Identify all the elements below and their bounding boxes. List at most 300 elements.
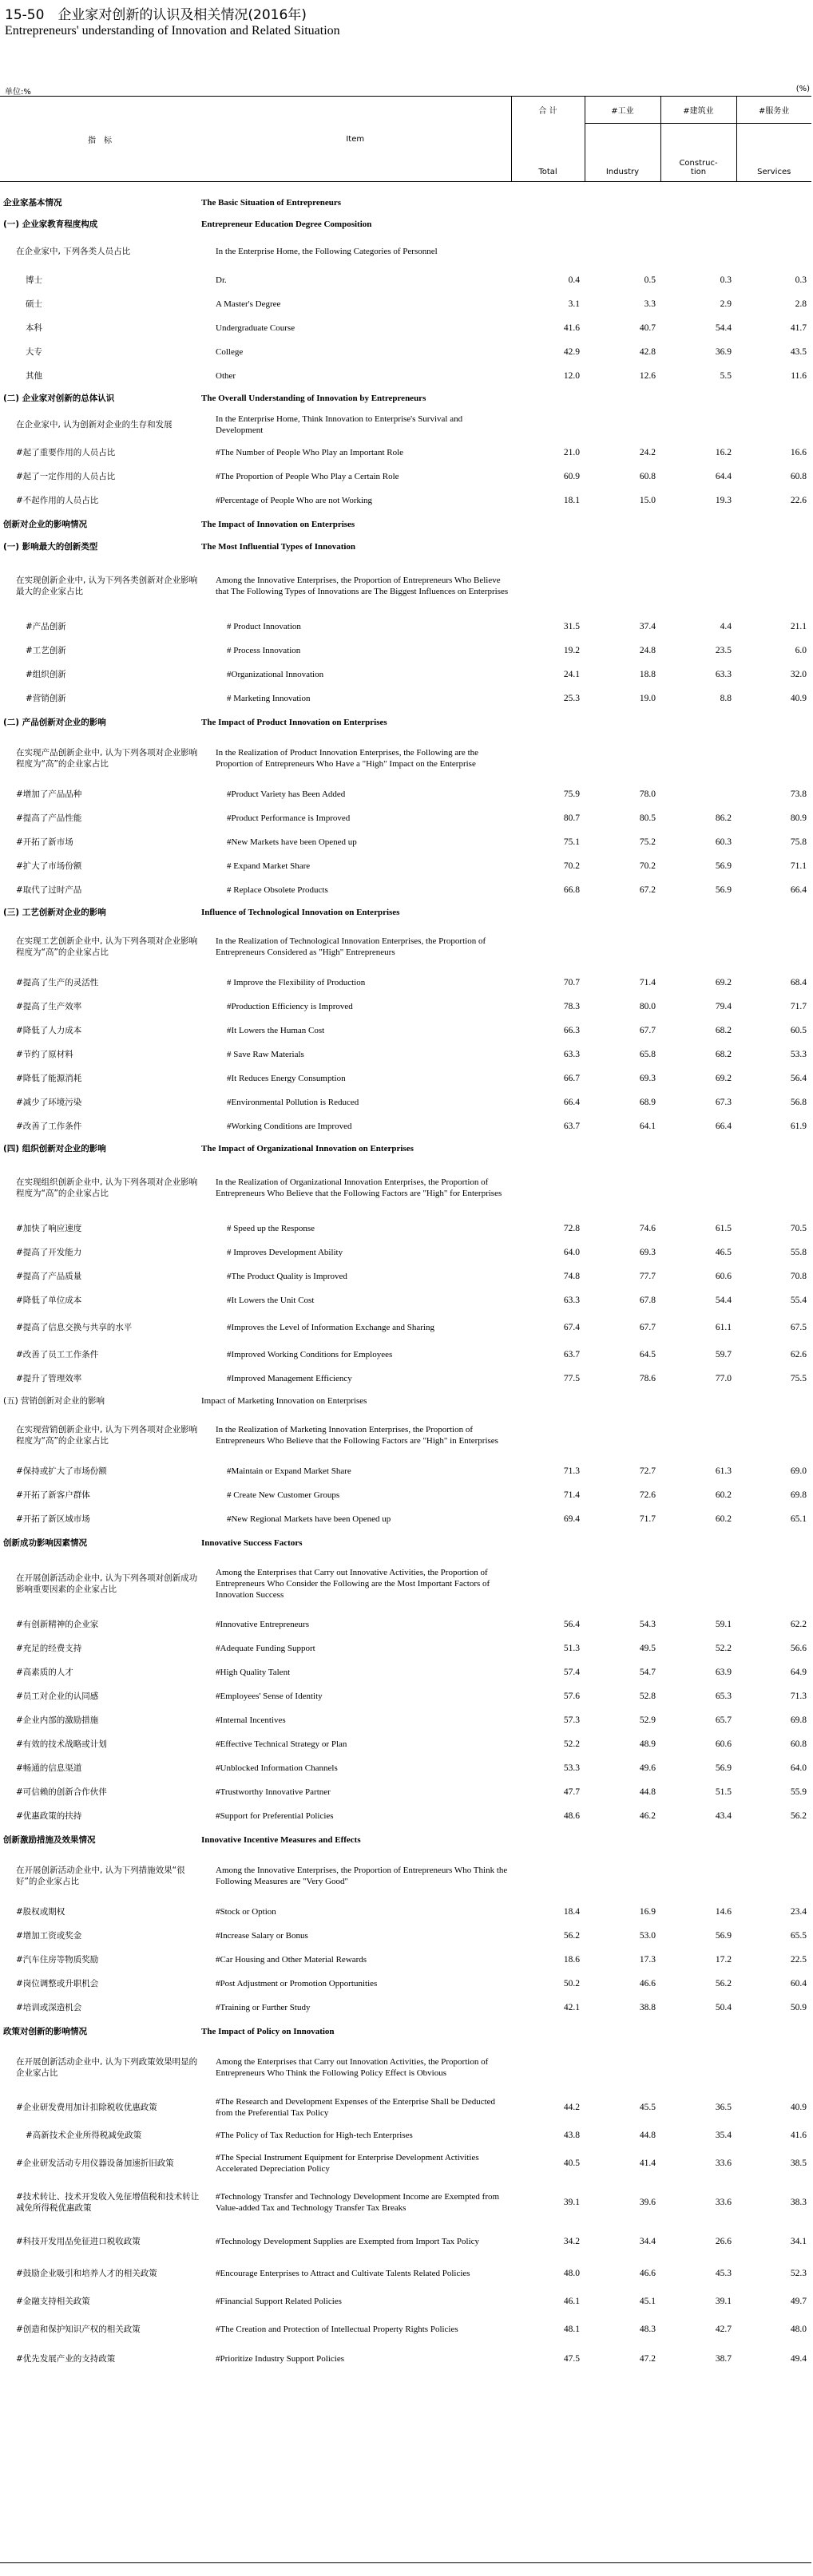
- value-construction: [660, 923, 736, 971]
- indicator-en: Undergraduate Course: [216, 323, 295, 333]
- value-services: [736, 1138, 811, 1159]
- indicator-en: The Overall Understanding of Innovation by Entrepreneurs: [201, 394, 426, 403]
- value-services: 56.6: [790, 1644, 807, 1653]
- value-total: 75.9: [563, 789, 580, 799]
- value-industry: 67.8: [639, 1296, 656, 1305]
- indicator-cn: #提升了管理效率: [16, 1374, 82, 1383]
- indicator-en: In the Enterprise Home, the Following Categories of Personnel: [216, 247, 438, 256]
- value-construction: [660, 1852, 736, 1900]
- table-row: [0, 557, 811, 615]
- value-industry: [585, 1555, 660, 1612]
- value-services: [736, 1159, 811, 1217]
- indicator-cn: #技术转让、技术开发收入免征增值税和技术转让减免所得税优惠政策: [16, 2192, 200, 2213]
- indicator-en: #Product Performance is Improved: [227, 813, 351, 823]
- value-total: [511, 2044, 585, 2091]
- table-row: [0, 2091, 811, 2123]
- indicator-cn: #畅通的信息渠道: [16, 1763, 82, 1773]
- value-construction: 63.9: [715, 1668, 732, 1677]
- indicator-cn: #保持或扩大了市场份额: [16, 1466, 107, 1476]
- value-industry: 77.7: [639, 1272, 656, 1281]
- value-services: 50.9: [790, 2003, 807, 2012]
- value-construction: 54.4: [715, 323, 732, 333]
- table-row: [0, 235, 811, 268]
- page-title-chinese: 15-50 企业家对创新的认识及相关情况(2016年): [5, 7, 307, 23]
- table-row: [0, 1312, 811, 1343]
- value-industry: 18.8: [639, 670, 656, 679]
- value-construction: [660, 192, 736, 214]
- indicator-cn: 博士: [26, 275, 42, 285]
- value-construction: 35.4: [715, 2131, 732, 2140]
- value-construction: [660, 1411, 736, 1459]
- value-construction: 59.7: [715, 1350, 732, 1359]
- value-total: 48.1: [563, 2325, 580, 2334]
- value-services: 49.7: [790, 2297, 807, 2306]
- value-total: 64.0: [563, 1248, 580, 1257]
- value-construction: 86.2: [715, 813, 732, 823]
- value-construction: 56.9: [715, 1763, 732, 1773]
- value-services: [736, 192, 811, 214]
- indicator-cn: #取代了过时产品: [16, 885, 82, 895]
- table-section-row: [0, 902, 811, 923]
- value-services: 69.8: [790, 1715, 807, 1725]
- indicator-en: #Organizational Innovation: [227, 670, 324, 679]
- table-row: [0, 1612, 811, 1636]
- indicator-cn: 创新对企业的影响情况: [3, 520, 87, 529]
- indicator-cn: #加快了响应速度: [16, 1224, 82, 1233]
- indicator-en: #High Quality Talent: [216, 1668, 291, 1677]
- value-industry: [585, 902, 660, 923]
- value-industry: 15.0: [639, 496, 656, 505]
- indicator-en: # Save Raw Materials: [227, 1050, 304, 1059]
- unit-percent-label: (%): [795, 85, 810, 93]
- table-row: [0, 1066, 811, 1090]
- table-row: [0, 2289, 811, 2313]
- value-total: 18.1: [563, 496, 580, 505]
- value-total: [511, 235, 585, 268]
- table-row: [0, 1459, 811, 1483]
- value-construction: 56.2: [715, 1979, 732, 1988]
- value-construction: 8.8: [720, 694, 732, 703]
- indicator-en: The Basic Situation of Entrepreneurs: [201, 198, 341, 208]
- header-item: Item: [346, 134, 365, 144]
- value-services: 61.9: [790, 1122, 807, 1131]
- value-total: 48.6: [563, 1811, 580, 1821]
- indicator-en: #Production Efficiency is Improved: [227, 1002, 353, 1011]
- table-row: [0, 687, 811, 710]
- indicator-cn: 在开展创新活动企业中, 认为下列政策效果明显的企业家占比: [16, 2057, 198, 2078]
- table-row: [0, 1555, 811, 1612]
- value-industry: 39.6: [639, 2198, 656, 2207]
- value-construction: 54.4: [715, 1296, 732, 1305]
- value-construction: 60.6: [715, 1739, 732, 1749]
- value-total: 40.5: [563, 2159, 580, 2168]
- value-industry: 41.4: [639, 2159, 656, 2168]
- indicator-cn: #改善了员工工作条件: [16, 1350, 99, 1359]
- value-construction: [660, 557, 736, 615]
- table-row: [0, 971, 811, 995]
- value-industry: [585, 710, 660, 734]
- value-construction: 64.4: [715, 472, 732, 481]
- value-services: 60.8: [790, 472, 807, 481]
- value-services: 65.1: [790, 1514, 807, 1524]
- value-services: 60.8: [790, 1739, 807, 1749]
- indicator-cn: 在实现营销创新企业中, 认为下列各项对企业影响程度为“高”的企业家占比: [16, 1425, 198, 1446]
- value-total: 47.7: [563, 1787, 580, 1797]
- value-construction: 4.4: [720, 622, 732, 631]
- table-row: [0, 1948, 811, 1972]
- indicator-en: The Impact of Policy on Innovation: [201, 2027, 335, 2036]
- value-total: 50.2: [563, 1979, 580, 1988]
- header-industry-en: Industry: [585, 124, 660, 182]
- value-services: 75.5: [790, 1374, 807, 1383]
- indicator-cn: #开拓了新客户群体: [16, 1490, 90, 1500]
- indicator-en: #Technology Transfer and Technology Development Income are Exempted from Value-added Tax and Technology Transfer Tax Breaks: [216, 2192, 500, 2213]
- value-services: 22.6: [790, 496, 807, 505]
- indicator-cn: #不起作用的人员占比: [16, 496, 99, 505]
- indicator-cn: 在开展创新活动企业中, 认为下列各项对创新成功影响重要因素的企业家占比: [16, 1573, 198, 1594]
- value-construction: 45.3: [715, 2269, 732, 2278]
- value-services: 2.8: [795, 299, 807, 309]
- table-row: [0, 1972, 811, 1996]
- value-construction: [660, 409, 736, 441]
- value-construction: 56.9: [715, 1931, 732, 1941]
- indicator-en: In the Realization of Marketing Innovation Enterprises, the Proportion of Entrepreneurs Who Believe that the Following Factors are "High" in Enterprises: [216, 1425, 498, 1446]
- indicator-cn: #科技开发用品免征进口税收政策: [16, 2237, 141, 2246]
- value-construction: 60.3: [715, 837, 732, 847]
- table-row: [0, 364, 811, 388]
- value-total: 69.4: [563, 1514, 580, 1524]
- indicator-cn: #组织创新: [26, 670, 66, 679]
- table-row: [0, 2257, 811, 2289]
- value-total: 47.5: [563, 2354, 580, 2364]
- value-construction: [660, 1828, 736, 1852]
- value-services: [736, 235, 811, 268]
- value-total: 63.7: [563, 1122, 580, 1131]
- indicator-en: Among the Enterprises that Carry out Innovation Activities, the Proportion of Entrepreneurs Who Think the Following Policy Effect is Obvious: [216, 2057, 489, 2078]
- value-industry: 52.9: [639, 1715, 656, 1725]
- indicator-en: #Innovative Entrepreneurs: [216, 1620, 309, 1629]
- table-section-row: [0, 1828, 811, 1852]
- value-services: 48.0: [790, 2325, 807, 2334]
- value-industry: 46.2: [639, 1811, 656, 1821]
- value-services: 43.5: [790, 347, 807, 357]
- value-construction: 77.0: [715, 1374, 732, 1383]
- indicator-en: # Marketing Innovation: [227, 694, 311, 703]
- value-total: [511, 902, 585, 923]
- value-industry: [585, 734, 660, 782]
- value-industry: 67.2: [639, 885, 656, 895]
- indicator-cn: 在实现组织创新企业中, 认为下列各项对企业影响程度为“高”的企业家占比: [16, 1177, 198, 1198]
- indicator-cn: #节约了原材料: [16, 1050, 73, 1059]
- value-services: 68.4: [790, 978, 807, 987]
- indicator-cn: #降低了能源消耗: [16, 1074, 82, 1083]
- value-services: 62.6: [790, 1350, 807, 1359]
- value-construction: 65.7: [715, 1715, 732, 1725]
- indicator-en: #The Special Instrument Equipment for Enterprise Development Activities Accelerated Depreciation Policy: [216, 2153, 479, 2174]
- value-industry: 69.3: [639, 1248, 656, 1257]
- table-row: [0, 1264, 811, 1288]
- value-construction: [660, 536, 736, 557]
- table-row: [0, 1159, 811, 1217]
- table-row: [0, 1708, 811, 1732]
- indicator-en: #Maintain or Expand Market Share: [227, 1466, 351, 1476]
- indicator-cn: #培训或深造机会: [16, 2003, 82, 2012]
- value-industry: 54.3: [639, 1620, 656, 1629]
- indicator-en: #Trustworthy Innovative Partner: [216, 1787, 331, 1797]
- value-services: 71.3: [790, 1692, 807, 1701]
- indicator-cn: #岗位调整或升职机会: [16, 1979, 99, 1988]
- indicator-en: Other: [216, 371, 236, 381]
- value-total: [511, 1828, 585, 1852]
- indicator-cn: 创新成功影响因素情况: [3, 1538, 87, 1548]
- header-construction-en: Construc- tion: [660, 124, 736, 182]
- value-services: 11.6: [791, 371, 807, 381]
- value-construction: 39.1: [715, 2297, 732, 2306]
- value-services: 6.0: [795, 646, 807, 655]
- indicator-cn: #优先发展产业的支持政策: [16, 2354, 116, 2364]
- value-total: [511, 1138, 585, 1159]
- value-industry: 42.8: [639, 347, 656, 357]
- value-services: 56.8: [790, 1098, 807, 1107]
- value-total: [511, 536, 585, 557]
- value-services: 56.2: [790, 1811, 807, 1821]
- value-construction: 65.3: [715, 1692, 732, 1701]
- indicator-cn: 企业家基本情况: [3, 198, 62, 208]
- value-total: [511, 1852, 585, 1900]
- indicator-en: #Internal Incentives: [216, 1715, 286, 1725]
- indicator-en: #Post Adjustment or Promotion Opportunities: [216, 1979, 378, 1988]
- table-row: [0, 878, 811, 902]
- indicator-cn: #鼓励企业吸引和培养人才的相关政策: [16, 2269, 157, 2278]
- value-construction: 59.1: [715, 1620, 732, 1629]
- indicator-cn: 在实现工艺创新企业中, 认为下列各项对企业影响程度为“高”的企业家占比: [16, 936, 198, 957]
- value-construction: [660, 1391, 736, 1411]
- value-industry: 44.8: [639, 1787, 656, 1797]
- table-row: [0, 639, 811, 663]
- table-row: [0, 292, 811, 316]
- indicator-en: #Environmental Pollution is Reduced: [227, 1098, 359, 1107]
- table-row: [0, 806, 811, 830]
- indicator-en: #The Creation and Protection of Intellectual Property Rights Policies: [216, 2325, 458, 2334]
- value-total: 66.3: [563, 1026, 580, 1035]
- value-total: 3.1: [568, 299, 580, 309]
- value-industry: 38.8: [639, 2003, 656, 2012]
- value-industry: 37.4: [639, 622, 656, 631]
- indicator-cn: 在实现产品创新企业中, 认为下列各项对企业影响程度为“高”的企业家占比: [16, 748, 198, 769]
- value-services: 52.3: [790, 2269, 807, 2278]
- indicator-en: #Adequate Funding Support: [216, 1644, 315, 1653]
- value-total: 78.3: [563, 1002, 580, 1011]
- value-total: 25.3: [563, 694, 580, 703]
- value-industry: 12.6: [639, 371, 656, 381]
- value-construction: 63.3: [715, 670, 732, 679]
- value-total: 24.1: [563, 670, 580, 679]
- indicator-cn: #增加工资或奖金: [16, 1931, 82, 1941]
- value-total: 60.9: [563, 472, 580, 481]
- value-industry: [585, 512, 660, 536]
- indicator-en: #Stock or Option: [216, 1907, 276, 1917]
- table-row: [0, 268, 811, 292]
- value-services: 66.4: [790, 885, 807, 895]
- value-construction: 23.5: [715, 646, 732, 655]
- table-row: [0, 1343, 811, 1367]
- value-construction: 14.6: [715, 1907, 732, 1917]
- value-construction: 5.5: [720, 371, 732, 381]
- indicator-en: Among the Innovative Enterprises, the Proportion of Entrepreneurs Who Think the Following Measures are "Very Good": [216, 1866, 508, 1886]
- table-row: [0, 854, 811, 878]
- table-row: [0, 1217, 811, 1241]
- header-total-en: Total: [511, 124, 585, 182]
- table-row: [0, 1996, 811, 2020]
- value-construction: 52.2: [715, 1644, 732, 1653]
- value-industry: [585, 536, 660, 557]
- value-construction: 42.7: [715, 2325, 732, 2334]
- table-section-row: [0, 512, 811, 536]
- value-industry: 54.7: [639, 1668, 656, 1677]
- value-construction: 61.1: [715, 1323, 732, 1332]
- indicator-en: #Car Housing and Other Material Rewards: [216, 1955, 367, 1965]
- indicator-cn: 本科: [26, 323, 42, 333]
- value-construction: 38.7: [715, 2354, 732, 2364]
- value-construction: 66.4: [715, 1122, 732, 1131]
- value-industry: 68.9: [639, 1098, 656, 1107]
- value-industry: 71.4: [639, 978, 656, 987]
- indicator-en: # Process Innovation: [227, 646, 301, 655]
- value-construction: 16.2: [715, 448, 732, 457]
- header-services-cn: #服务业: [736, 97, 811, 124]
- indicator-en: Dr.: [216, 275, 227, 285]
- value-total: 70.7: [563, 978, 580, 987]
- value-industry: 65.8: [639, 1050, 656, 1059]
- table-row: [0, 1636, 811, 1660]
- value-industry: 71.7: [639, 1514, 656, 1524]
- indicator-en: #It Lowers the Human Cost: [227, 1026, 325, 1035]
- indicator-en: College: [216, 347, 244, 357]
- value-services: 71.7: [790, 1002, 807, 1011]
- value-construction: 69.2: [715, 978, 732, 987]
- value-total: 71.3: [563, 1466, 580, 1476]
- value-total: 66.7: [563, 1074, 580, 1083]
- page-title-english: Entrepreneurs' understanding of Innovation and Related Situation: [5, 24, 340, 38]
- value-total: 43.8: [563, 2131, 580, 2140]
- value-services: [736, 214, 811, 235]
- value-services: [736, 1828, 811, 1852]
- value-construction: 61.3: [715, 1466, 732, 1476]
- indicator-en: #It Lowers the Unit Cost: [227, 1296, 315, 1305]
- indicator-en: Among the Enterprises that Carry out Innovative Activities, the Proportion of Entrepreneurs Who Consider the Following are the Most Important Factors of Innovation Success: [216, 1568, 490, 1600]
- value-services: [736, 409, 811, 441]
- value-industry: [585, 2020, 660, 2044]
- value-construction: 56.9: [715, 861, 732, 871]
- indicator-en: #Prioritize Industry Support Policies: [216, 2354, 345, 2364]
- value-industry: 0.5: [644, 275, 656, 285]
- value-total: 44.2: [563, 2103, 580, 2112]
- value-total: 71.4: [563, 1490, 580, 1500]
- indicator-cn: #有创新精神的企业家: [16, 1620, 99, 1629]
- table-row: [0, 663, 811, 687]
- indicator-en: Impact of Marketing Innovation on Enterprises: [201, 1396, 367, 1406]
- value-construction: 33.6: [715, 2198, 732, 2207]
- value-construction: 26.6: [715, 2237, 732, 2246]
- value-industry: [585, 1138, 660, 1159]
- value-construction: 43.4: [715, 1811, 732, 1821]
- indicator-cn: #企业研发活动专用仪器设备加速折旧政策: [16, 2159, 174, 2168]
- value-construction: 56.9: [715, 885, 732, 895]
- table-row: [0, 1852, 811, 1900]
- table-row: [0, 615, 811, 639]
- indicator-cn: #开拓了新区域市场: [16, 1514, 90, 1524]
- indicator-en: #Improves the Level of Information Exchange and Sharing: [227, 1323, 434, 1332]
- value-services: [736, 1555, 811, 1612]
- indicator-cn: 创新激励措施及效果情况: [3, 1835, 96, 1845]
- value-industry: 67.7: [639, 1323, 656, 1332]
- value-services: 60.5: [790, 1026, 807, 1035]
- indicator-en: # Replace Obsolete Products: [227, 885, 328, 895]
- table-row: [0, 1780, 811, 1804]
- value-total: 56.2: [563, 1931, 580, 1941]
- value-industry: 17.3: [639, 1955, 656, 1965]
- indicator-en: The Impact of Innovation on Enterprises: [201, 520, 355, 529]
- value-total: [511, 214, 585, 235]
- indicator-en: #Employees' Sense of Identity: [216, 1692, 323, 1701]
- indicator-en: #Product Variety has Been Added: [227, 789, 346, 799]
- value-industry: 19.0: [639, 694, 656, 703]
- value-total: 74.8: [563, 1272, 580, 1281]
- unit-label: 单位:%: [5, 88, 31, 97]
- value-total: [511, 512, 585, 536]
- table-row: [0, 1924, 811, 1948]
- table-row: [0, 2147, 811, 2179]
- indicator-cn: 其他: [26, 371, 42, 381]
- table-row: [0, 465, 811, 489]
- value-services: 16.6: [790, 448, 807, 457]
- table-section-row: [0, 536, 811, 557]
- value-industry: 74.6: [639, 1224, 656, 1233]
- indicator-cn: (四) 组织创新对企业的影响: [3, 1144, 106, 1153]
- value-industry: 70.2: [639, 861, 656, 871]
- value-construction: [660, 710, 736, 734]
- table-row: [0, 2123, 811, 2147]
- indicator-en: Influence of Technological Innovation on Enterprises: [201, 908, 400, 917]
- value-construction: 61.5: [715, 1224, 732, 1233]
- value-total: 63.3: [563, 1050, 580, 1059]
- table-row: [0, 441, 811, 465]
- value-services: 69.0: [790, 1466, 807, 1476]
- table-row: [0, 1411, 811, 1459]
- indicator-en: The Impact of Organizational Innovation on Enterprises: [201, 1144, 414, 1153]
- value-industry: 78.6: [639, 1374, 656, 1383]
- value-services: 75.8: [790, 837, 807, 847]
- indicator-en: #New Markets have been Opened up: [227, 837, 357, 847]
- table-section-row: [0, 192, 811, 214]
- indicator-cn: #可信赖的创新合作伙伴: [16, 1787, 107, 1797]
- table-row: [0, 923, 811, 971]
- value-industry: 75.2: [639, 837, 656, 847]
- value-industry: 49.6: [639, 1763, 656, 1773]
- indicator-en: #Increase Salary or Bonus: [216, 1931, 308, 1941]
- indicator-cn: #企业研发费用加计扣除税收优惠政策: [16, 2103, 157, 2112]
- value-total: 52.2: [563, 1739, 580, 1749]
- table-section-row: [0, 710, 811, 734]
- value-total: 75.1: [563, 837, 580, 847]
- value-services: [736, 923, 811, 971]
- indicator-en: #The Policy of Tax Reduction for High-tech Enterprises: [216, 2131, 413, 2140]
- value-construction: [660, 2020, 736, 2044]
- value-industry: [585, 1852, 660, 1900]
- value-construction: 51.5: [715, 1787, 732, 1797]
- header-construction-cn: #建筑业: [660, 97, 736, 124]
- value-services: [736, 710, 811, 734]
